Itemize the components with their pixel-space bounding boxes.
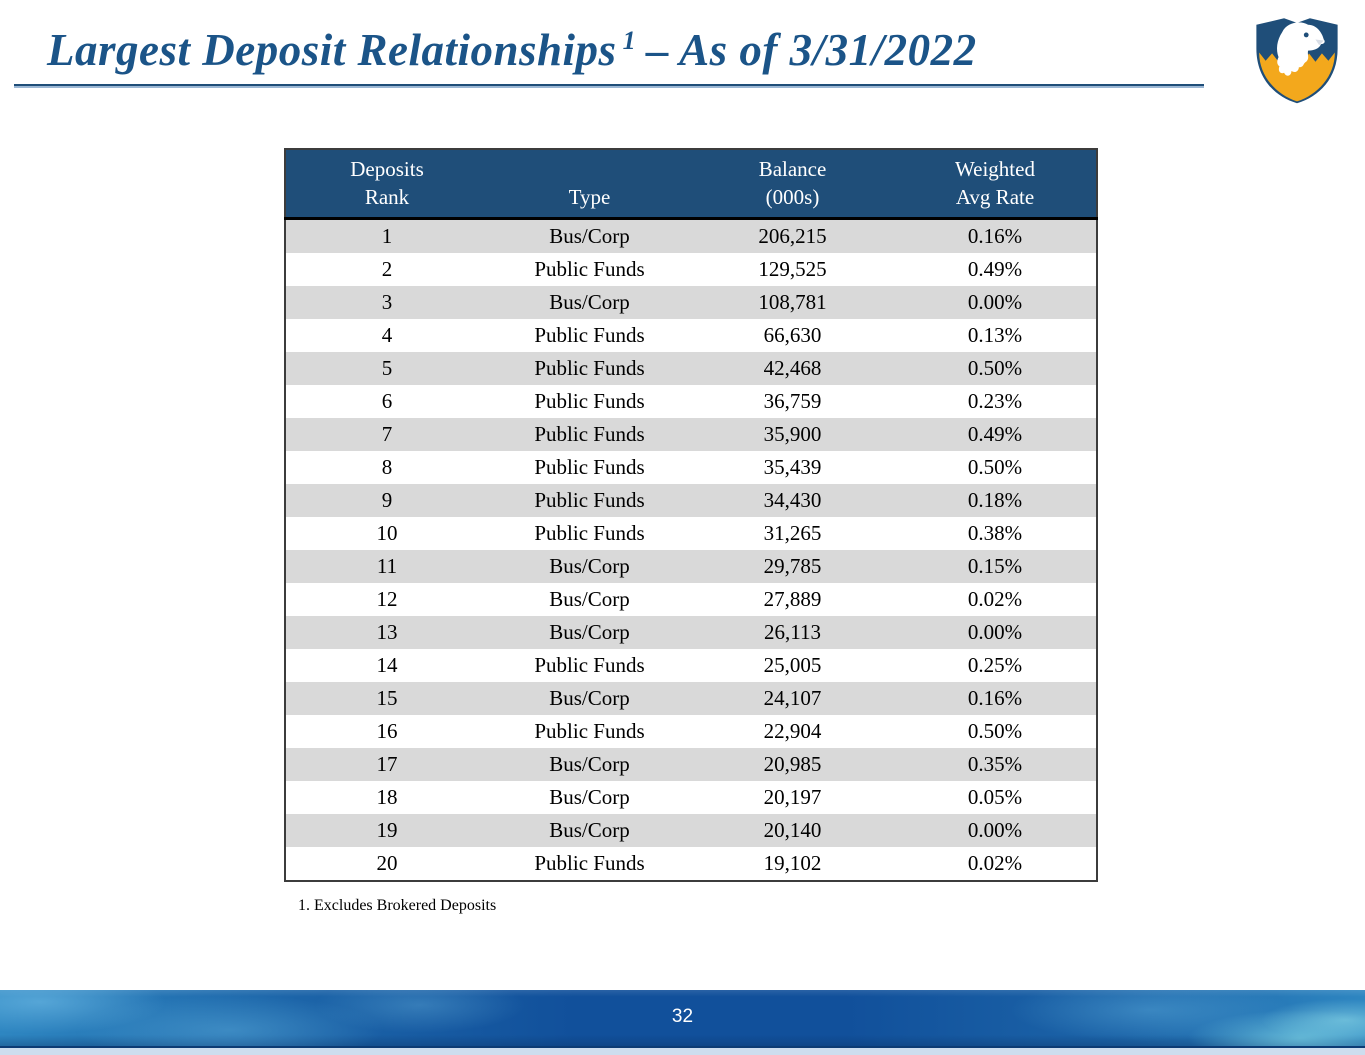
- col-header-type-line2: Type: [568, 185, 611, 209]
- col-header-rank: [285, 149, 488, 219]
- deposits-table-container: [284, 148, 1098, 882]
- cell-rank: 19: [285, 814, 488, 847]
- cell-type: Public Funds: [488, 319, 691, 352]
- table-row: [285, 781, 1097, 814]
- table-row: [285, 253, 1097, 286]
- table-row: [285, 649, 1097, 682]
- deposits-table-header: [285, 149, 1097, 219]
- table-row: [285, 484, 1097, 517]
- cell-rate: 0.00%: [894, 286, 1097, 319]
- table-row: [285, 352, 1097, 385]
- cell-balance: 24,107: [691, 682, 894, 715]
- cell-balance: 29,785: [691, 550, 894, 583]
- cell-balance: 36,759: [691, 385, 894, 418]
- col-header-type-line1: [488, 155, 691, 183]
- cell-balance: 27,889: [691, 583, 894, 616]
- cell-balance: 129,525: [691, 253, 894, 286]
- page-title-suffix: – As of 3/31/2022: [646, 25, 977, 75]
- cell-type: Bus/Corp: [488, 814, 691, 847]
- col-header-rate-line2: Avg Rate: [955, 185, 1035, 209]
- cell-balance: 35,439: [691, 451, 894, 484]
- footnote: 1. Excludes Brokered Deposits: [298, 897, 497, 914]
- page-title: [47, 24, 977, 76]
- table-row: [285, 286, 1097, 319]
- page-number: 32: [671, 1006, 694, 1027]
- cell-rank: 13: [285, 616, 488, 649]
- cell-balance: 19,102: [691, 847, 894, 881]
- cell-rank: 17: [285, 748, 488, 781]
- cell-rank: 16: [285, 715, 488, 748]
- cell-type: Public Funds: [488, 352, 691, 385]
- cell-balance: 20,140: [691, 814, 894, 847]
- cell-balance: 31,265: [691, 517, 894, 550]
- cell-type: Public Funds: [488, 517, 691, 550]
- cell-type: Bus/Corp: [488, 748, 691, 781]
- eagle-eye: [1304, 33, 1309, 38]
- cell-type: Bus/Corp: [488, 550, 691, 583]
- page-title-main: Largest Deposit Relationships: [47, 25, 617, 75]
- cell-rank: 3: [285, 286, 488, 319]
- cell-type: Public Funds: [488, 418, 691, 451]
- table-row: [285, 814, 1097, 847]
- col-header-type: [488, 149, 691, 219]
- cell-type: Bus/Corp: [488, 781, 691, 814]
- cell-balance: 20,985: [691, 748, 894, 781]
- title-underline-rule: [14, 84, 1204, 88]
- table-row: [285, 385, 1097, 418]
- cell-rate: 0.49%: [894, 418, 1097, 451]
- cell-type: Public Funds: [488, 451, 691, 484]
- cell-rate: 0.13%: [894, 319, 1097, 352]
- cell-rank: 12: [285, 583, 488, 616]
- cell-rank: 18: [285, 781, 488, 814]
- cell-rate: 0.02%: [894, 847, 1097, 881]
- table-row: [285, 616, 1097, 649]
- cell-rate: 0.38%: [894, 517, 1097, 550]
- page-title-footnote-marker: 1: [622, 26, 637, 55]
- cell-rate: 0.50%: [894, 715, 1097, 748]
- cell-rank: 14: [285, 649, 488, 682]
- cell-balance: 34,430: [691, 484, 894, 517]
- col-header-rank-line1: Deposits: [350, 157, 424, 181]
- cell-rate: 0.16%: [894, 682, 1097, 715]
- cell-rate: 0.02%: [894, 583, 1097, 616]
- cell-rate: 0.18%: [894, 484, 1097, 517]
- cell-rate: 0.25%: [894, 649, 1097, 682]
- cell-rank: 15: [285, 682, 488, 715]
- cell-rank: 1: [285, 219, 488, 254]
- cell-balance: 20,197: [691, 781, 894, 814]
- cell-type: Bus/Corp: [488, 682, 691, 715]
- cell-balance: 66,630: [691, 319, 894, 352]
- table-row: [285, 451, 1097, 484]
- cell-rank: 6: [285, 385, 488, 418]
- cell-rank: 20: [285, 847, 488, 881]
- cell-type: Public Funds: [488, 484, 691, 517]
- cell-balance: 108,781: [691, 286, 894, 319]
- cell-rate: 0.49%: [894, 253, 1097, 286]
- deposits-table: [284, 148, 1098, 882]
- table-row: [285, 550, 1097, 583]
- cell-rate: 0.05%: [894, 781, 1097, 814]
- cell-type: Bus/Corp: [488, 286, 691, 319]
- table-row: [285, 219, 1097, 254]
- col-header-balance-line1: Balance: [758, 157, 827, 181]
- cell-rate: 0.00%: [894, 616, 1097, 649]
- col-header-balance-line2: (000s): [765, 185, 820, 209]
- cell-type: Public Funds: [488, 253, 691, 286]
- cell-rank: 7: [285, 418, 488, 451]
- cell-rate: 0.50%: [894, 352, 1097, 385]
- table-row: [285, 418, 1097, 451]
- cell-balance: 22,904: [691, 715, 894, 748]
- cell-balance: 35,900: [691, 418, 894, 451]
- col-header-rank-line2: Rank: [364, 185, 410, 209]
- table-row: [285, 748, 1097, 781]
- cell-type: Bus/Corp: [488, 219, 691, 254]
- cell-rank: 11: [285, 550, 488, 583]
- cell-rate: 0.15%: [894, 550, 1097, 583]
- cell-type: Public Funds: [488, 649, 691, 682]
- cell-rank: 10: [285, 517, 488, 550]
- cell-rank: 4: [285, 319, 488, 352]
- cell-type: Public Funds: [488, 715, 691, 748]
- cell-rate: 0.00%: [894, 814, 1097, 847]
- col-header-balance: [691, 149, 894, 219]
- cell-balance: 25,005: [691, 649, 894, 682]
- col-header-rate: [894, 149, 1097, 219]
- cell-rate: 0.35%: [894, 748, 1097, 781]
- table-row: [285, 682, 1097, 715]
- cell-rank: 8: [285, 451, 488, 484]
- cell-type: Bus/Corp: [488, 583, 691, 616]
- table-row: [285, 847, 1097, 881]
- col-header-rate-line1: Weighted: [955, 157, 1035, 181]
- table-row: [285, 715, 1097, 748]
- cell-balance: 206,215: [691, 219, 894, 254]
- cell-rate: 0.16%: [894, 219, 1097, 254]
- cell-rate: 0.23%: [894, 385, 1097, 418]
- footer-bottom-strip: [0, 1048, 1365, 1055]
- cell-type: Public Funds: [488, 847, 691, 881]
- footer-bar: [0, 990, 1365, 1048]
- cell-balance: 42,468: [691, 352, 894, 385]
- cell-balance: 26,113: [691, 616, 894, 649]
- eagle-shield-logo-icon: [1251, 10, 1343, 106]
- cell-rank: 5: [285, 352, 488, 385]
- table-row: [285, 517, 1097, 550]
- table-row: [285, 583, 1097, 616]
- cell-rate: 0.50%: [894, 451, 1097, 484]
- cell-type: Bus/Corp: [488, 616, 691, 649]
- cell-type: Public Funds: [488, 385, 691, 418]
- table-row: [285, 319, 1097, 352]
- deposits-table-body: [285, 219, 1097, 882]
- cell-rank: 2: [285, 253, 488, 286]
- cell-rank: 9: [285, 484, 488, 517]
